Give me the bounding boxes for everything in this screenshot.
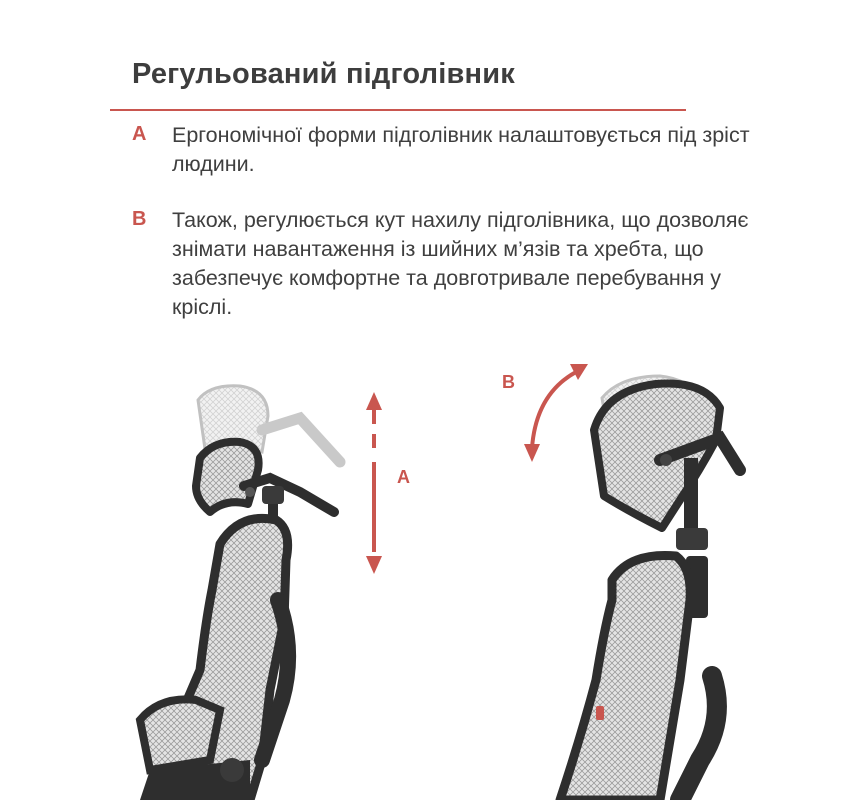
page-title: Регульований підголівник	[132, 58, 515, 90]
feature-text-a: Ергономічної форми підголівник налаштовується під зріст людини.	[172, 123, 750, 176]
right-headrest	[594, 384, 740, 619]
right-backrest	[560, 556, 717, 800]
feature-marker-a: A	[132, 123, 147, 145]
feature-marker-b: B	[132, 208, 147, 230]
illustration-marker-b: B	[502, 372, 515, 392]
left-headrest	[196, 442, 334, 616]
left-backrest	[140, 518, 288, 800]
illustration-marker-a: A	[397, 467, 410, 487]
feature-text-b: Також, регулюється кут нахилу підголівника, що дозволяє знімати навантаження із шийних м’язів та хребта, що забезпечує комфортне та довготривале перебування у кріслі.	[172, 208, 749, 319]
ghost-headrest	[198, 386, 340, 462]
right-ghost-headrest	[602, 376, 700, 446]
title-divider	[110, 109, 686, 111]
height-adjust-arrow	[366, 392, 382, 574]
tilt-adjust-arrow	[524, 364, 588, 462]
